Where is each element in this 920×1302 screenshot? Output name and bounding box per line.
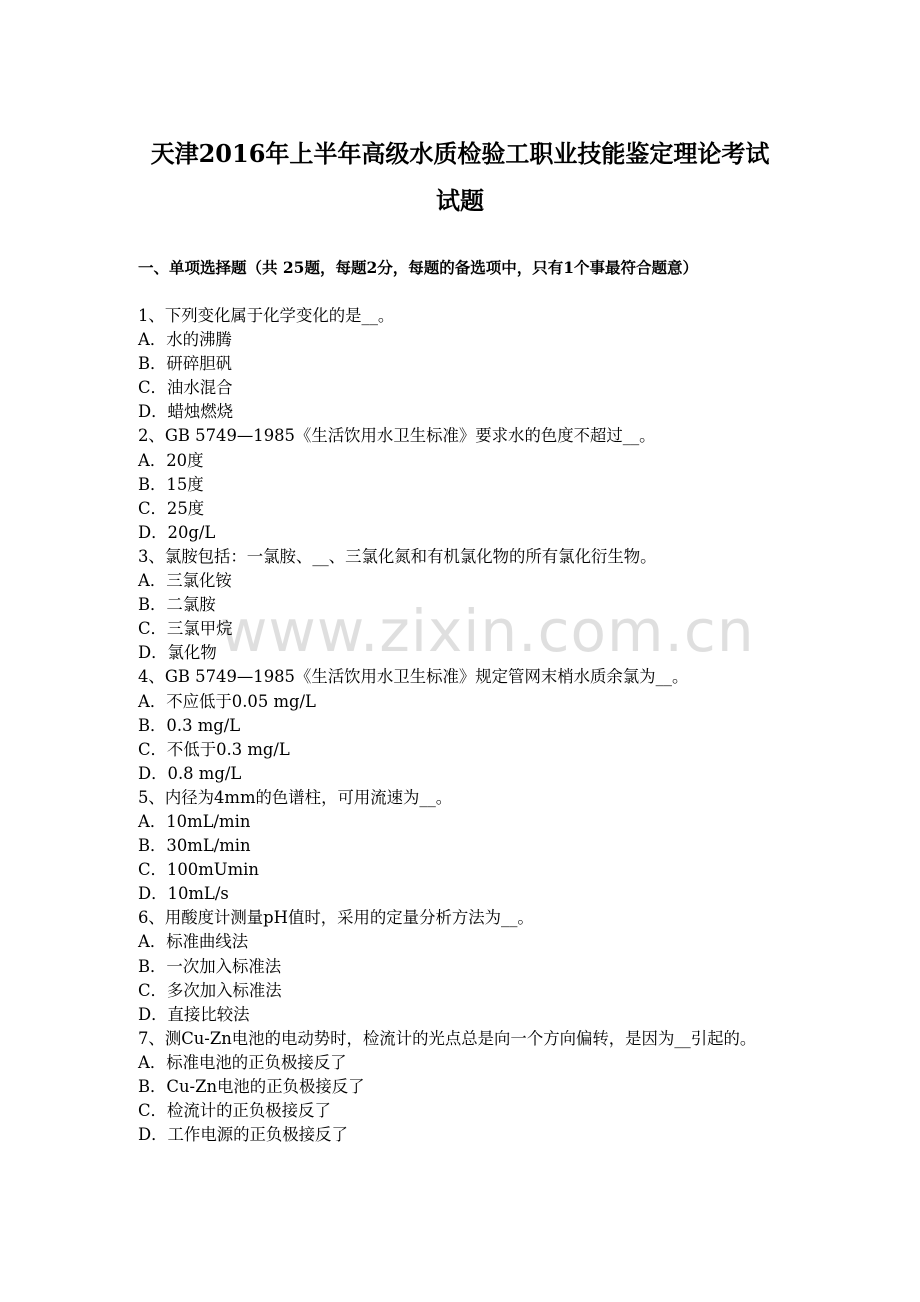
question-1 [138, 304, 784, 424]
watermark: www.zixin.com.cn [220, 597, 755, 665]
question-stem: 4、GB 5749—1985《生活饮用水卫生标准》规定管网末梢水质余氯为__。 [138, 667, 689, 687]
option-d: D．工作电源的正负极接反了 [138, 1125, 348, 1145]
option-b: B．15度 [138, 474, 204, 494]
option-a: A．标准曲线法 [138, 932, 249, 952]
document-title-line-1: 天津2016年上半年高级水质检验工职业技能鉴定理论考试 [150, 139, 770, 168]
option-a: A．20度 [138, 450, 204, 470]
question-list [138, 304, 784, 1147]
option-a: A．三氯化铵 [138, 571, 232, 591]
section-heading: 一、单项选择题（共 25题，每题2分，每题的备选项中，只有1个事最符合题意） [138, 258, 699, 277]
question-stem: 7、测Cu-Zn电池的电动势时，检流计的光点总是向一个方向偏转，是因为__引起的。 [138, 1028, 757, 1048]
question-stem: 2、GB 5749—1985《生活饮用水卫生标准》要求水的色度不超过__。 [138, 426, 656, 446]
option-b: B．二氯胺 [138, 595, 216, 615]
question-stem: 5、内径为4mm的色谱柱，可用流速为__。 [138, 787, 453, 807]
option-a: A．水的沸腾 [138, 330, 232, 350]
option-d: D．10mL/s [138, 884, 229, 904]
option-b: B．0.3 mg/L [138, 715, 241, 735]
option-c: C．不低于0.3 mg/L [138, 739, 290, 759]
option-c: C．油水混合 [138, 378, 233, 398]
option-d: D．20g/L [138, 522, 216, 542]
question-4 [138, 665, 784, 785]
question-stem: 3、氯胺包括：一氯胺、__、三氯化氮和有机氯化物的所有氯化衍生物。 [138, 546, 657, 566]
option-d: D．氯化物 [138, 643, 217, 663]
option-c: C．多次加入标准法 [138, 980, 282, 1000]
option-d: D．0.8 mg/L [138, 763, 242, 783]
option-d: D．直接比较法 [138, 1004, 250, 1024]
option-b: B．研碎胆矾 [138, 354, 232, 374]
option-d: D．蜡烛燃烧 [138, 402, 234, 422]
document-title-line-2: 试题 [436, 186, 484, 215]
option-a: A．10mL/min [138, 811, 251, 831]
option-c: C．100mUmin [138, 860, 259, 880]
option-b: B．Cu-Zn电池的正负极接反了 [138, 1077, 365, 1096]
option-a: A．标准电池的正负极接反了 [138, 1052, 347, 1072]
option-c: C．三氯甲烷 [138, 619, 233, 639]
option-a: A．不应低于0.05 mg/L [138, 691, 316, 711]
question-6 [138, 906, 784, 1026]
question-stem: 6、用酸度计测量pH值时，采用的定量分析方法为__。 [138, 908, 534, 928]
option-b: B．一次加入标准法 [138, 956, 282, 976]
question-5 [138, 786, 784, 906]
question-stem: 1、下列变化属于化学变化的是__。 [138, 306, 395, 325]
option-c: C．25度 [138, 498, 205, 518]
option-b: B．30mL/min [138, 836, 251, 856]
question-7 [138, 1027, 784, 1147]
question-2 [138, 424, 784, 544]
option-c: C．检流计的正负极接反了 [138, 1101, 331, 1121]
